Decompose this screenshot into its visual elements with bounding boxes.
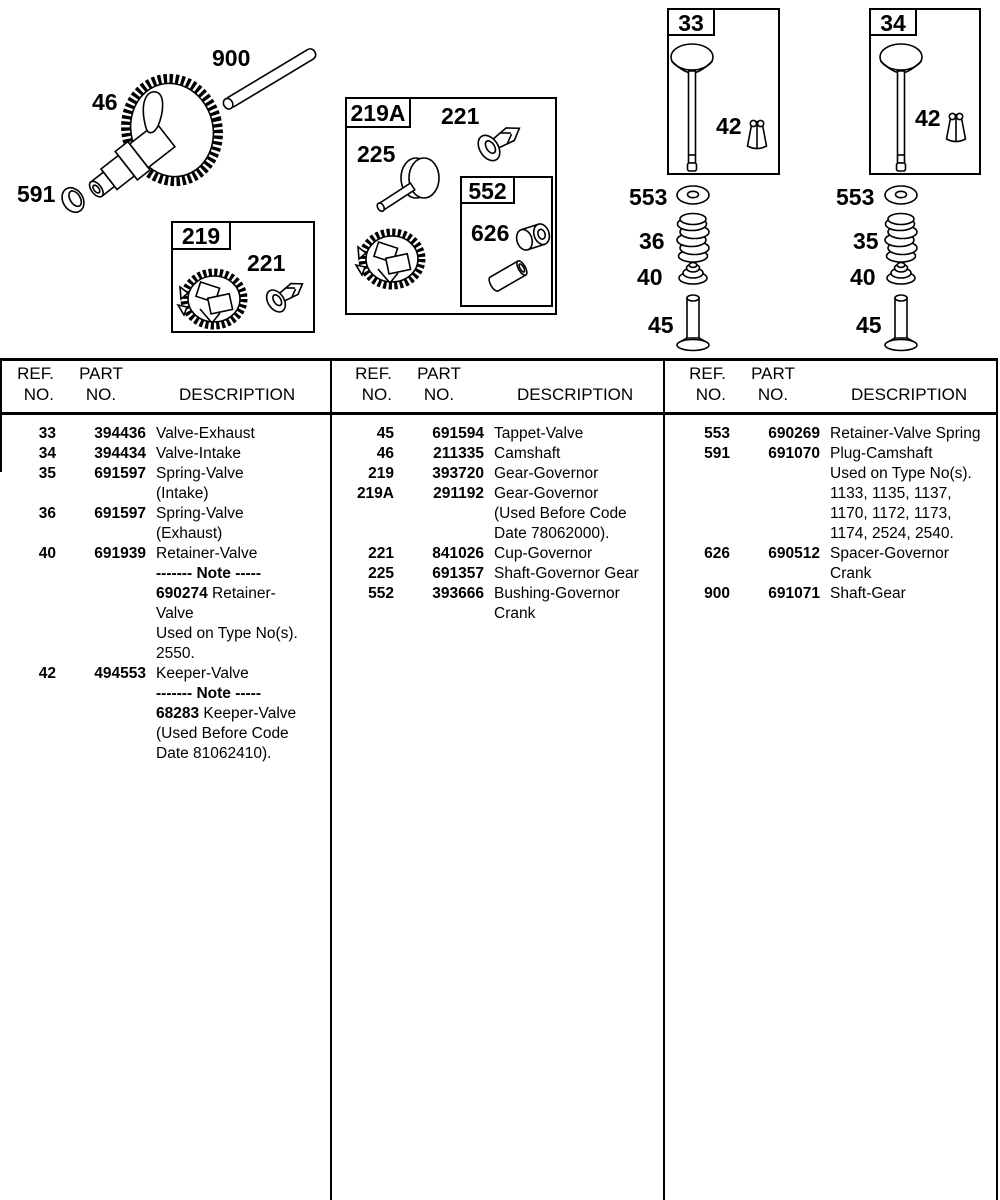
description-cell: Camshaft (494, 445, 561, 462)
ref-no-cell (0, 524, 56, 544)
description-cell: 1133, 1135, 1137, (830, 485, 952, 502)
part-no-cell (730, 504, 820, 524)
ref-no-cell: 219A (356, 485, 394, 502)
ref-no-cell (0, 704, 56, 724)
callout-45-right: 45 (856, 312, 882, 338)
table-row (0, 604, 328, 624)
table-row (674, 564, 996, 584)
part-no-cell (56, 744, 146, 764)
table-row (0, 524, 328, 544)
ref-no-cell (0, 724, 56, 744)
description-cell: Valve-Exhaust (156, 425, 255, 442)
callout-40-left: 40 (637, 264, 663, 290)
description-cell: Crank (494, 605, 536, 622)
description-cell: Retainer-Valve Spring (830, 425, 981, 442)
table-row (0, 624, 328, 644)
part-no-cell (56, 484, 146, 504)
group-box-33-label: 33 (669, 10, 715, 36)
description-cell: Spacer-Governor (830, 545, 949, 562)
description-cell: Tappet-Valve (494, 425, 584, 442)
description-cell: Keeper-Valve (156, 665, 249, 682)
ref-no-cell (674, 504, 730, 524)
part-no-cell (730, 564, 820, 584)
description-cell: Crank (830, 565, 872, 582)
ref-no-cell (338, 524, 394, 544)
part-no-cell: 691070 (768, 445, 820, 462)
ref-no-cell (338, 604, 394, 624)
table-row (0, 724, 328, 744)
ref-no-header: REF. NO. (689, 364, 726, 404)
part-no-cell (730, 464, 820, 484)
ref-no-cell: 225 (368, 565, 394, 582)
part-no-cell: 394434 (94, 445, 146, 462)
description-cell: Valve-Intake (156, 445, 242, 462)
part-no-cell (394, 524, 484, 544)
part-no-cell: 691939 (94, 545, 146, 562)
ref-no-cell (0, 684, 56, 704)
ref-no-cell (674, 484, 730, 504)
description-header: DESCRIPTION (851, 385, 968, 404)
ref-no-cell: 40 (38, 545, 56, 562)
ref-no-cell (0, 564, 56, 584)
part-no-cell: 393666 (432, 585, 484, 602)
callout-221-gear-219: 221 (247, 250, 286, 276)
description-cell: Date 78062000). (494, 525, 610, 542)
group-box-219-label: 219 (173, 223, 231, 250)
callout-221-gear-219a: 221 (441, 103, 480, 129)
description-cell: (Used Before Code (494, 505, 627, 522)
part-no-cell: 394436 (94, 425, 146, 442)
parts-table-column-3 (674, 424, 996, 604)
ref-no-cell: 35 (38, 465, 56, 482)
ref-no-cell (0, 744, 56, 764)
part-no-cell (56, 584, 146, 604)
part-no-cell (56, 724, 146, 744)
ref-no-header: REF. NO. (17, 364, 54, 404)
ref-no-cell: 591 (704, 445, 730, 462)
description-cell: 1174, 2524, 2540. (830, 525, 954, 542)
ref-no-cell (0, 604, 56, 624)
table-row (0, 704, 328, 724)
ref-no-cell: 552 (368, 585, 394, 602)
callout-40-right: 40 (850, 264, 876, 290)
table-row (0, 464, 328, 484)
part-no-cell: 494553 (94, 665, 146, 682)
description-cell: ------- Note ----- (156, 565, 261, 582)
part-no-cell: 393720 (432, 465, 484, 482)
table-row (674, 424, 996, 444)
table-row (674, 544, 996, 564)
callout-36: 36 (639, 228, 665, 254)
part-no-cell (730, 484, 820, 504)
part-no-cell (56, 644, 146, 664)
ref-no-cell (674, 564, 730, 584)
description-cell: 1170, 1172, 1173, (830, 505, 952, 522)
table-row (0, 564, 328, 584)
ref-no-cell (674, 524, 730, 544)
description-cell: Valve (156, 605, 194, 622)
part-no-header: PART NO. (751, 364, 795, 404)
table-row (674, 584, 996, 604)
description-cell: Retainer-Valve (156, 545, 258, 562)
part-no-cell: 691597 (94, 465, 146, 482)
part-no-cell (394, 504, 484, 524)
part-no-cell (56, 624, 146, 644)
description-cell: Bushing-Governor (494, 585, 620, 602)
valve-stack-exhaust-drawing (677, 186, 709, 351)
valve-stack-intake-drawing (885, 186, 917, 351)
part-no-cell (56, 564, 146, 584)
table-row (0, 424, 328, 444)
ref-no-cell (674, 464, 730, 484)
ref-no-cell: 219 (368, 465, 394, 482)
part-no-cell (394, 604, 484, 624)
description-cell: Shaft-Governor Gear (494, 565, 639, 582)
callout-46: 46 (92, 89, 118, 115)
description-cell: 690274 Retainer- (156, 585, 276, 602)
table-row (674, 524, 996, 544)
table-row (0, 484, 328, 504)
table-row (338, 464, 662, 484)
ref-no-cell: 34 (38, 445, 56, 462)
table-row (0, 744, 328, 764)
table-row (0, 444, 328, 464)
part-no-cell: 211335 (433, 445, 484, 462)
table-row (0, 664, 328, 684)
part-no-cell (730, 524, 820, 544)
callout-591: 591 (17, 181, 56, 207)
table-row (0, 684, 328, 704)
table-row (338, 584, 662, 604)
table-header-col2 (338, 363, 664, 405)
parts-table-column-2 (338, 424, 662, 624)
ref-no-cell: 626 (704, 545, 730, 562)
part-no-cell (56, 604, 146, 624)
callout-900: 900 (212, 45, 251, 71)
table-row (0, 544, 328, 564)
part-no-cell (56, 684, 146, 704)
part-no-cell: 691594 (432, 425, 484, 442)
table-row (338, 444, 662, 464)
table-row (674, 484, 996, 504)
description-cell: (Intake) (156, 485, 209, 502)
callout-35: 35 (853, 228, 879, 254)
description-cell: ------- Note ----- (156, 685, 261, 702)
table-top-border (0, 358, 998, 361)
ref-no-cell: 33 (38, 425, 56, 442)
table-header-col3 (672, 363, 998, 405)
description-header: DESCRIPTION (517, 385, 634, 404)
plug-camshaft-drawing (58, 184, 89, 217)
table-row (338, 544, 662, 564)
table-divider-2 (663, 358, 665, 1200)
table-row (674, 444, 996, 464)
ref-no-cell: 553 (704, 425, 730, 442)
group-box-34-label: 34 (871, 10, 917, 36)
callout-626: 626 (471, 220, 510, 246)
description-cell: Used on Type No(s). (830, 465, 972, 482)
ref-no-cell: 46 (376, 445, 394, 462)
table-row (338, 564, 662, 584)
part-no-cell: 291192 (433, 485, 484, 502)
table-row (338, 504, 662, 524)
callout-225: 225 (357, 141, 396, 167)
description-cell: Date 81062410). (156, 745, 272, 762)
description-cell: Cup-Governor (494, 545, 593, 562)
table-row (0, 644, 328, 664)
description-cell: Plug-Camshaft (830, 445, 933, 462)
table-row (338, 524, 662, 544)
part-no-header: PART NO. (417, 364, 461, 404)
part-no-cell: 691071 (768, 585, 820, 602)
part-no-header: PART NO. (79, 364, 123, 404)
description-cell: (Used Before Code (156, 725, 289, 742)
table-row (674, 504, 996, 524)
callout-45-left: 45 (648, 312, 674, 338)
part-no-cell: 841026 (432, 545, 484, 562)
ref-no-cell: 900 (704, 585, 730, 602)
description-cell: Gear-Governor (494, 465, 599, 482)
ref-no-cell (0, 584, 56, 604)
group-box-219a-label: 219A (347, 99, 411, 128)
table-row (338, 424, 662, 444)
description-cell: Spring-Valve (156, 465, 244, 482)
table-row (338, 604, 662, 624)
ref-no-header: REF. NO. (355, 364, 392, 404)
description-cell: 2550. (156, 645, 195, 662)
group-box-33 (667, 8, 780, 175)
group-box-34 (869, 8, 981, 175)
ref-no-cell (0, 624, 56, 644)
description-cell: Used on Type No(s). (156, 625, 298, 642)
description-header: DESCRIPTION (179, 385, 296, 404)
part-no-cell: 691597 (94, 505, 146, 522)
part-no-cell: 690512 (768, 545, 820, 562)
table-row (674, 464, 996, 484)
ref-no-cell: 36 (38, 505, 56, 522)
callout-42-exhaust: 42 (716, 113, 742, 139)
ref-no-cell (0, 644, 56, 664)
part-no-cell (56, 524, 146, 544)
callout-42-intake: 42 (915, 105, 941, 131)
part-no-cell (56, 704, 146, 724)
description-cell: Spring-Valve (156, 505, 244, 522)
table-row (0, 504, 328, 524)
group-box-219 (171, 221, 315, 333)
table-divider-1 (330, 358, 332, 1200)
ref-no-cell: 45 (376, 425, 394, 442)
table-right-border (996, 358, 998, 1200)
table-row (338, 484, 662, 504)
ref-no-cell: 221 (368, 545, 394, 562)
table-row (0, 584, 328, 604)
parts-table-column-1 (0, 424, 328, 764)
group-box-552-label: 552 (462, 178, 515, 204)
ref-no-cell (0, 484, 56, 504)
table-header-col1 (0, 363, 330, 405)
ref-no-cell (338, 504, 394, 524)
description-cell: 68283 Keeper-Valve (156, 705, 297, 722)
description-cell: Gear-Governor (494, 485, 599, 502)
description-cell: (Exhaust) (156, 525, 223, 542)
description-cell: Shaft-Gear (830, 585, 906, 602)
table-header-separator (0, 412, 998, 415)
callout-553-left: 553 (629, 184, 668, 210)
callout-553-right: 553 (836, 184, 875, 210)
part-no-cell: 691357 (432, 565, 484, 582)
ref-no-cell: 42 (38, 665, 56, 682)
part-no-cell: 690269 (768, 425, 820, 442)
